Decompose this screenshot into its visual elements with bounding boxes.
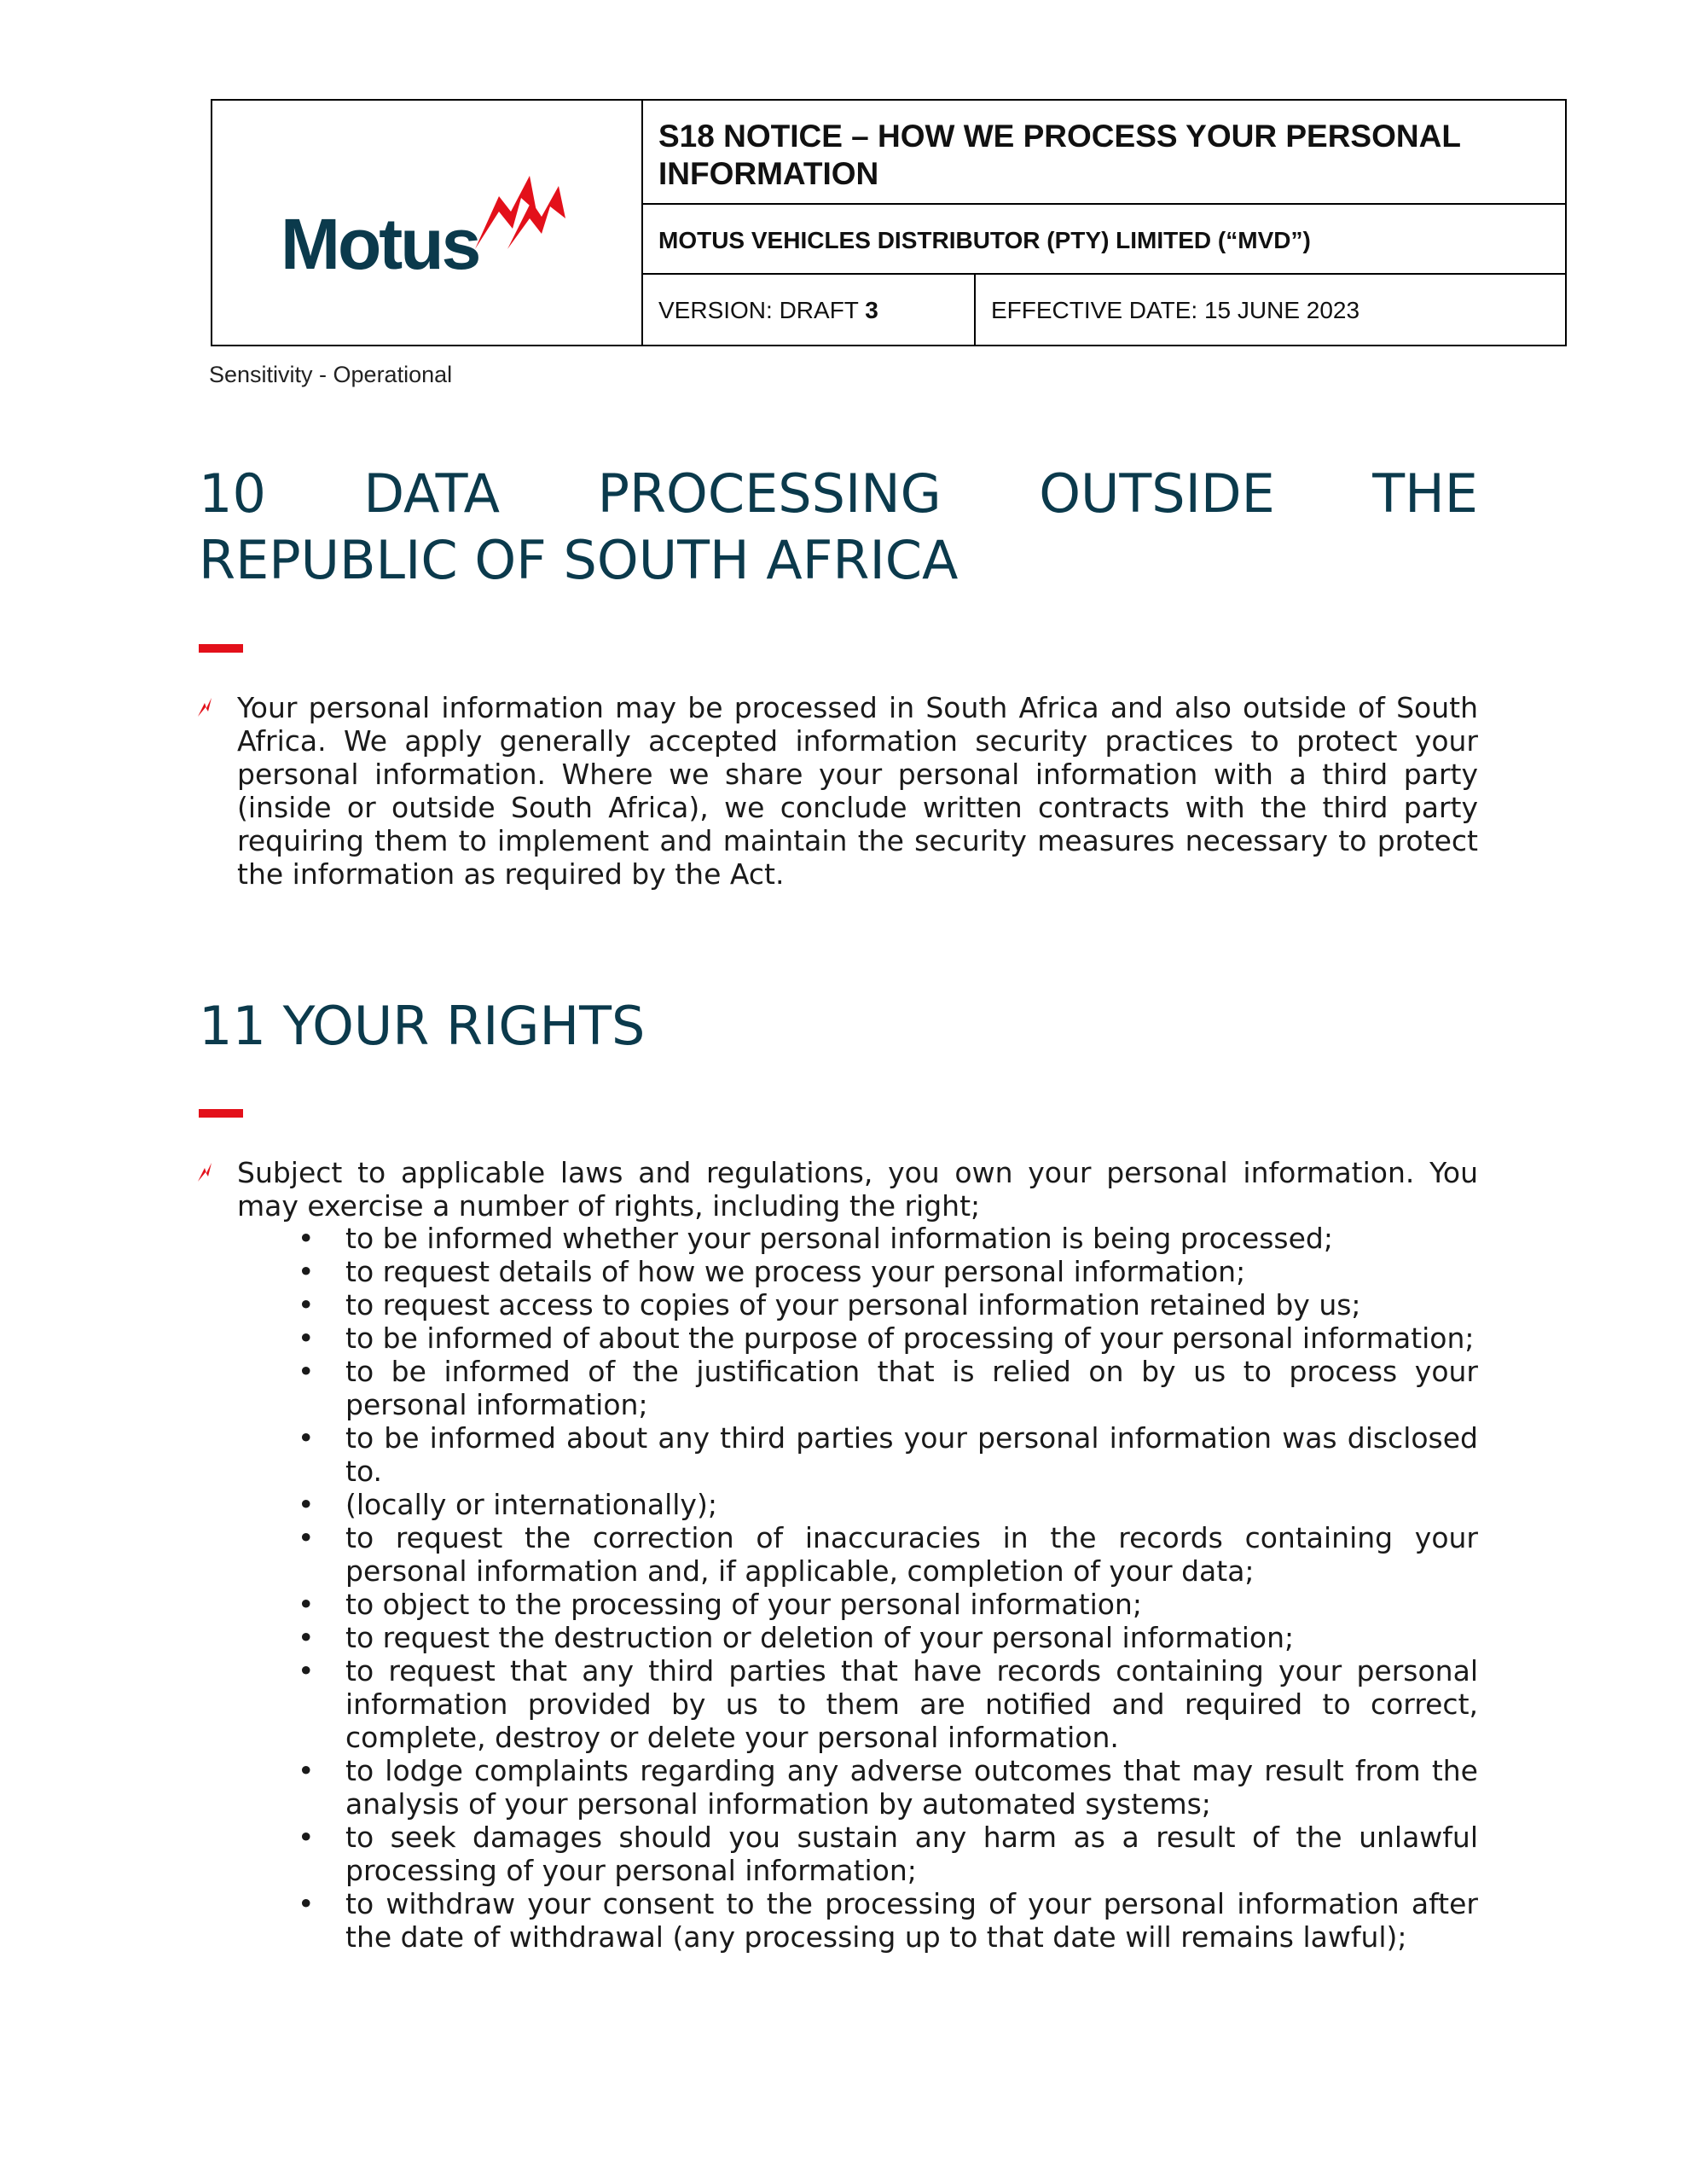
version — [658, 297, 878, 324]
red-arrow-bullet-icon — [196, 698, 213, 718]
list-item: • to request the correction of inaccuracies in the records containing your personal information and, if applicable, completion of your data; — [345, 1521, 1478, 1588]
effective-date: EFFECTIVE DATE: 15 JUNE 2023 — [991, 297, 1360, 323]
list-item: • to seek damages should you sustain any harm as a result of the unlawful processing of your personal information; — [345, 1821, 1478, 1887]
logo-cell — [212, 101, 643, 345]
section-11-divider — [199, 1109, 243, 1118]
section-11-intro: Subject to applicable laws and regulations, you own your personal information. You may exercise a number of rights, including the right; — [237, 1156, 1478, 1223]
version-number: 3 — [865, 297, 878, 323]
section-10-paragraph: Your personal information may be processed in South Africa and also outside of South Africa. We apply generally accepted information security practices to protect your personal information. Where we share your personal information with a third party (inside or outside South Africa), we conclude written contracts with the third party requiring them to implement and maintain the security measures necessary to protect the information as required by the Act. — [237, 691, 1478, 891]
red-arrow-bullet-icon — [196, 1163, 213, 1183]
list-item: • to request that any third parties that have records containing your personal information provided by us to them are notified and required to correct, complete, destroy or delete your personal information. — [345, 1654, 1478, 1754]
header-title-cell — [643, 101, 1565, 205]
document-header-table — [211, 99, 1567, 346]
heading-word: THE — [1372, 462, 1478, 525]
list-item: • to be informed whether your personal information is being processed; — [345, 1222, 1478, 1255]
sensitivity-label: Sensitivity - Operational — [209, 362, 453, 387]
list-item: • to be informed about any third parties your personal information was disclosed to. — [345, 1421, 1478, 1488]
logo-text: Motus — [281, 204, 479, 284]
heading-word: DATA — [363, 462, 501, 525]
list-item: • to be informed of the justification that is relied on by us to process your personal information; — [345, 1355, 1478, 1421]
list-item: • to object to the processing of your personal information; — [345, 1588, 1478, 1621]
version-label: VERSION: DRAFT — [658, 297, 866, 323]
section-10-divider — [199, 644, 243, 653]
header-company-cell — [643, 205, 1565, 275]
rights-list — [345, 1222, 1478, 1954]
list-item: • to withdraw your consent to the processing of your personal information after the date of withdrawal (any processing up to that date will remains lawful); — [345, 1887, 1478, 1954]
list-item: • to request access to copies of your personal information retained by us; — [345, 1288, 1478, 1321]
list-item: • (locally or internationally); — [345, 1488, 1478, 1521]
section-10-heading-line1 — [199, 461, 1478, 527]
section-10-heading — [199, 461, 1478, 594]
list-item: • to request details of how we process your personal information; — [345, 1255, 1478, 1288]
motus-logo — [281, 167, 571, 287]
heading-word: 10 — [199, 462, 266, 525]
section-11-heading: 11 YOUR RIGHTS — [199, 995, 646, 1057]
section-10-heading-line2: REPUBLIC OF SOUTH AFRICA — [199, 529, 959, 591]
logo-red-arrows-icon — [470, 167, 572, 261]
header-date-cell — [976, 275, 1565, 345]
header-version-cell — [643, 275, 976, 345]
heading-word: OUTSIDE — [1039, 462, 1275, 525]
list-item: • to be informed of about the purpose of processing of your personal information; — [345, 1321, 1478, 1355]
list-item: • to request the destruction or deletion of your personal information; — [345, 1621, 1478, 1654]
notice-title: S18 NOTICE – HOW WE PROCESS YOUR PERSONAL INFORMATION — [658, 119, 1461, 191]
heading-word: PROCESSING — [597, 462, 942, 525]
company-name: MOTUS VEHICLES DISTRIBUTOR (PTY) LIMITED (“MVD”) — [658, 227, 1311, 253]
list-item: • to lodge complaints regarding any adverse outcomes that may result from the analysis of your personal information by automated systems; — [345, 1754, 1478, 1821]
